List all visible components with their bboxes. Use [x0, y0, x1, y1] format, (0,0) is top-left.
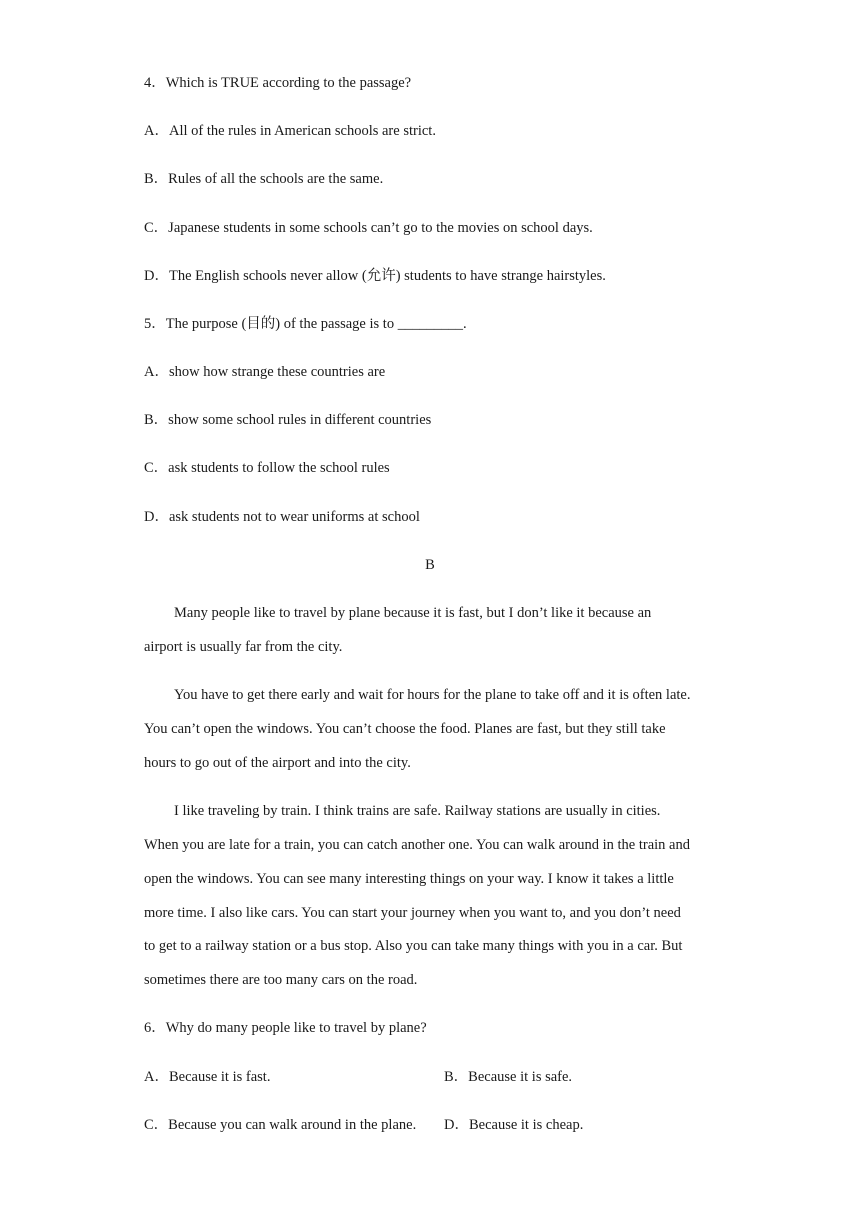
q5-option-d: D．ask students not to wear uniforms at school — [144, 509, 420, 525]
passage-line: to get to a railway station or a bus stop. Also you can take many things with you in a car. But — [144, 938, 683, 954]
q4-option-c: C．Japanese students in some schools can’t go to the movies on school days. — [144, 220, 593, 236]
q4-option-b: B．Rules of all the schools are the same. — [144, 171, 384, 187]
question-5: 5．The purpose (目的) of the passage is to _________. — [144, 316, 467, 332]
question-6: 6．Why do many people like to travel by plane? — [144, 1020, 427, 1036]
q5-option-c: C．ask students to follow the school rules — [144, 460, 390, 476]
q5-option-a: A．show how strange these countries are — [144, 364, 386, 380]
q6-option-c: C．Because you can walk around in the plane. — [144, 1117, 417, 1133]
question-4: 4．Which is TRUE according to the passage? — [144, 75, 412, 91]
passage-line: You can’t open the windows. You can’t choose the food. Planes are fast, but they still take — [144, 721, 666, 737]
passage-line: I like traveling by train. I think trains are safe. Railway stations are usually in cities. — [174, 803, 661, 819]
q6-option-d: D．Because it is cheap. — [444, 1117, 584, 1133]
q6-option-a: A．Because it is fast. — [144, 1069, 271, 1085]
passage-line: You have to get there early and wait for hours for the plane to take off and it is often late. — [174, 687, 691, 703]
passage-line: more time. I also like cars. You can start your journey when you want to, and you don’t need — [144, 905, 681, 921]
passage-line: hours to go out of the airport and into the city. — [144, 755, 411, 771]
passage-line: sometimes there are too many cars on the road. — [144, 972, 418, 988]
q6-option-b: B．Because it is safe. — [444, 1069, 573, 1085]
passage-line: Many people like to travel by plane because it is fast, but I don’t like it because an — [174, 605, 652, 621]
passage-line: open the windows. You can see many interesting things on your way. I know it takes a little — [144, 871, 674, 887]
q4-option-a: A．All of the rules in American schools are strict. — [144, 123, 436, 139]
passage-line: airport is usually far from the city. — [144, 639, 343, 655]
q4-option-d: D．The English schools never allow (允许) students to have strange hairstyles. — [144, 268, 606, 284]
q5-option-b: B．show some school rules in different countries — [144, 412, 432, 428]
passage-line: When you are late for a train, you can catch another one. You can walk around in the train and — [144, 837, 690, 853]
section-heading: B — [425, 557, 435, 573]
